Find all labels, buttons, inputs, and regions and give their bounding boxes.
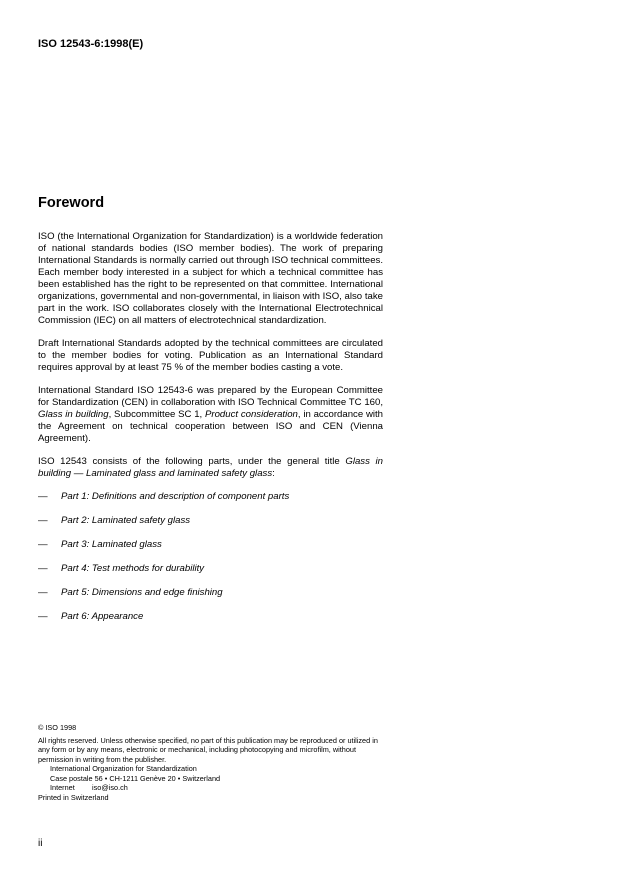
parts-list — [38, 491, 383, 623]
paragraph-preparation-text-a: International Standard ISO 12543-6 was prepared by the European Committee for Standardization (CEN) in collaboration with ISO Technical Committee TC 160, — [38, 385, 383, 408]
paragraph-preparation-text-c: , Subcommittee SC 1, — [108, 409, 205, 420]
dash-bullet: — — [38, 491, 48, 502]
dash-bullet: — — [38, 611, 48, 622]
paragraph-preparation — [38, 385, 383, 445]
part-label: Part 4: Test methods for durability — [61, 563, 205, 574]
list-item — [38, 563, 383, 575]
part-label: Part 3: Laminated glass — [61, 539, 162, 550]
committee-title: Glass in building — [38, 409, 109, 420]
paragraph-parts-text-c: : — [272, 468, 275, 479]
part-label: Part 5: Dimensions and edge finishing — [61, 587, 223, 598]
dash-bullet: — — [38, 539, 48, 550]
internet-email: iso@iso.ch — [92, 783, 128, 792]
part-label: Part 6: Appearance — [61, 611, 144, 622]
dash-bullet: — — [38, 563, 48, 574]
part-label: Part 2: Laminated safety glass — [61, 515, 191, 526]
list-item — [38, 587, 383, 599]
postal-address: Case postale 56 • CH-1211 Genève 20 • Switzerland — [50, 773, 221, 783]
paragraph-parts-intro — [38, 456, 383, 480]
organization-name: International Organization for Standardization — [50, 764, 197, 773]
list-item — [38, 491, 383, 503]
rights-statement: All rights reserved. Unless otherwise specified, no part of this publication may be reproduced or utilized in any form or by any means, electronic or mechanical, including photocopying and microfilm, without permission in writing from the publisher. — [38, 735, 378, 764]
paragraph-draft-standards: Draft International Standards adopted by the technical committees are circulated to the member bodies for voting. Publication as an International Standard requires approval by at least 75 % of the member bodies casting a vote. — [38, 338, 383, 373]
paragraph-parts-text-a: ISO 12543 consists of the following parts, under the general title — [38, 456, 346, 467]
part-label: Part 1: Definitions and description of component parts — [61, 491, 290, 502]
foreword-body — [38, 231, 383, 635]
document-id-header: ISO 12543-6:1998(E) — [38, 38, 144, 50]
paragraph-preparation-text-e: , in accordance with the Agreement on technical cooperation between ISO and CEN (Vienna Agreement). — [38, 409, 383, 444]
internet-label: Internet — [50, 783, 75, 792]
page-title: Foreword — [38, 195, 105, 211]
general-title: Glass in building — Laminated glass and laminated safety glass — [38, 456, 384, 479]
list-item — [38, 611, 383, 623]
printed-in: Printed in Switzerland — [38, 792, 109, 802]
subcommittee-title: Product consideration — [205, 409, 298, 420]
paragraph-iso-intro: ISO (the International Organization for Standardization) is a worldwide federation of national standards bodies (ISO member bodies). The work of preparing International Standards is normally carried out through ISO technical committees. Each member body interested in a subject for which a technical committee has been established has the right to be represented on that committee. International organizations, governmental and non-governmental, in liaison with ISO, also take part in the work. ISO collaborates closely with the International Electrotechnical Commission (IEC) on all matters of electrotechnical standardization. — [38, 231, 384, 326]
list-item — [38, 515, 383, 527]
list-item — [38, 539, 383, 551]
dash-bullet: — — [38, 515, 48, 526]
internet-contact — [38, 783, 383, 793]
copyright-notice: © ISO 1998 — [38, 723, 77, 732]
dash-bullet: — — [38, 587, 48, 598]
page-number: ii — [38, 838, 43, 849]
copyright-block — [38, 723, 383, 802]
